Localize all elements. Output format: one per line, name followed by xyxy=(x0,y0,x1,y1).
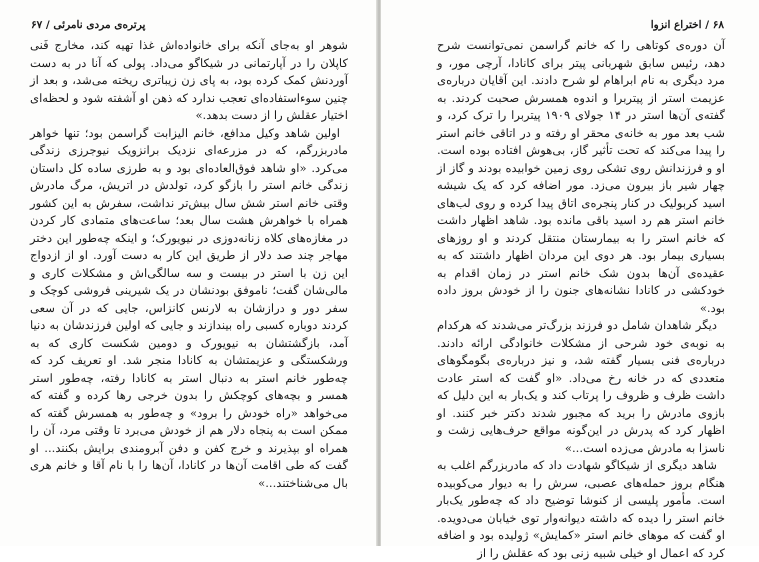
left-page-header: پرتره‌ی مردی نامرئی / ۶۷ xyxy=(31,19,146,31)
right-page xyxy=(381,0,759,560)
right-page-header: ۶۸ / اختراع انزوا xyxy=(650,19,724,31)
left-paragraph-2: اولین شاهد وکیل مدافع، خانم الیزابت گراسمن بود؛ تنها خواهر مادربزرگم، که در مزرعه‌ای نزدیک برانزویک نیوجرزی زندگی می‌کرد. «او شاهد فوق‌العاده‌ای بود و به طرزی ساده کل داستان زندگی خانم استر را بازگو کرد، تولدش در اتریش، مرگ مادرش وقتی خانم استر شش سال بیش‌تر نداشت، سفرش به این کشور همراه با خواهرش هشت سال بعد؛ ساعت‌های متمادی کار کردن در مغازه‌های کلاه زنانه‌دوزی در نیویورک؛ و اینکه چه‌طور این دختر مهاجر چند صد دلار از طریق این کار به دست آورد. او از ازدواج این زن با استر در بیست و سه سالگی‌اش و مشکلات کاری و مالی‌شان گفت؛ ناموفق بودنشان در یک شیرینی فروشی کوچک و سفر دور و درازشان به لارنس کانزاس، جایی که در آن سعی کردند دوباره کسبی راه بیندازند و جایی که اولین فرزندشان به دنیا آمد، بازگشتشان به نیویورک و دومین شکست کاری که به ورشکستگی و عزیمتشان به کانادا منجر شد. او تعریف کرد که چه‌طور خانم استر به دنبال استر به کانادا رفته، چه‌طور استر همسر و بچه‌های کوچکش را بدون خرجی رها کرده و گفته که می‌خواهد «راه خودش را برود» و چه‌طور به همسرش گفته که ممکن است به پنجاه دلار هم از خودش می‌برد تا وقتی مرد، آن را همراه او بپذیرند و خرج کفن و دفن آبرومندی برایش بکنند... او گفت که طی اقامت آن‌ها در کانادا، آن‌ها را با نام آقا و خانم هری بال می‌شناختند...» xyxy=(30,125,348,490)
right-page-body xyxy=(437,37,725,562)
left-page-body xyxy=(30,37,348,492)
right-paragraph-1: آن دوره‌ی کوتاهی را که خانم گراسمن نمی‌توانست شرح دهد، رئیس سابق شهربانی پیتر برای کانادا، آرچی مور، و مرد دیگری به نام ابراهام لو شرح دادند. این آقایان درباره‌ی عزیمت استر از پیتربرا و اندوه همسرش صحبت کردند. به گفته‌ی آن‌ها استر در ۱۴ جولای ۱۹۰۹ پیتربرا را ترک کرد، و شب بعد مور به خانه‌ی محقر او رفته و در اتاقی خانم استر را پیدا می‌کند که تحت تأثیر گاز، بی‌هوش افتاده بوده است. او و فرزندانش روی تشکی روی زمین خوابیده بودند و گاز از چهار شیر باز بیرون می‌زد. مور اضافه کرد که یک شیشه اسید کربولیک در کنار پنجره‌ی اتاق پیدا کرده و روی لب‌های خانم استر هم رد اسید باقی مانده بود. شاهد اظهار داشت که خانم استر را به بیمارستان منتقل کردند و او روزهای بسیاری بیمار بود. هر دوی این مردان اظهار داشتند که به عقیده‌ی آن‌ها بدون شک خانم استر در زمان اقدام به خودکشی در کانادا نشانه‌های جنون را از خودش بروز داده بود.» xyxy=(437,38,725,315)
right-paragraph-2: دیگر شاهدان شامل دو فرزند بزرگ‌تر می‌شدند که هرکدام به نوبه‌ی خود شرحی از مشکلات خانوادگی ارائه دادند. درباره‌ی فنی بسیار گفته شد، و نیز درباره‌ی بگومگوهای متعددی که در خانه رخ می‌داد. «او گفت که استر عادت داشت ظرف و ظروف را پرتاب کند و یک‌بار به این دلیل که بازوی مادرش را برید که مجبور شدند دکتر خبر کنند. او اظهار کرد که پدرش در این‌گونه مواقع حرف‌هایی زشت و ناسزا به مادرش می‌زده است...» xyxy=(437,318,725,455)
left-page xyxy=(0,0,378,546)
left-paragraph-1: شوهر او به‌جای آنکه برای خانواده‌اش غذا تهیه کند، مخارج فَنی کاپلان را در آپارتمانی در شیکاگو می‌داد. پولی که آنا در به دست آوردنش کمک کرده بود، به پای زن زیباتری ریخته می‌شد، و بعد از چنین سوءاستفاده‌ای تعجب ندارد که ذهن او آشفته شود و لحظه‌ای اختیار عقلش را از دست بدهد.» xyxy=(30,38,348,122)
right-paragraph-3: شاهد دیگری از شیکاگو شهادت داد که مادربزرگم اغلب به هنگام بروز حمله‌های عصبی، سرش را به دیوار می‌کوبیده است. مأمور پلیسی از کنوشا توضیح داد که چه‌طور یک‌بار خانم استر را دیده که داشته دیوانه‌وار توی خیابان می‌دویده. او گفت که موهای خانم استر «کمایش» ژولیده بود و اضافه کرد که اعمال او خیلی شبیه زنی بود که عقلش را از xyxy=(437,458,725,560)
